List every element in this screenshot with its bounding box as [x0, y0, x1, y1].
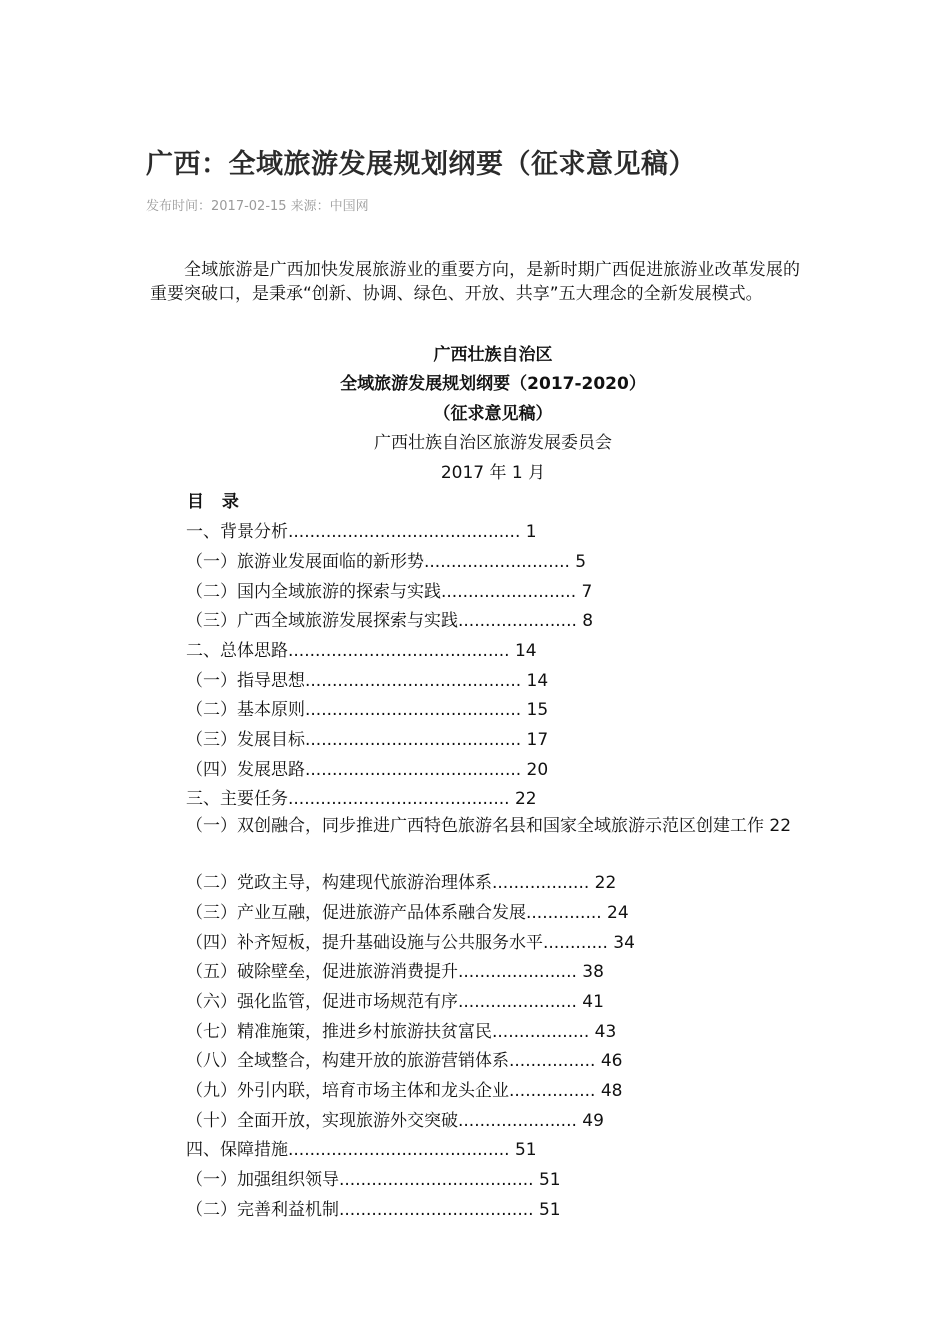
- toc-entry[interactable]: （二）基本原则........................................ 15: [186, 700, 549, 720]
- toc-entry[interactable]: 四、保障措施......................................... 51: [186, 1140, 537, 1160]
- toc-entry[interactable]: （三）发展目标........................................ 17: [186, 730, 549, 750]
- toc-entry[interactable]: （五）破除壁垒，促进旅游消费提升...................... 38: [186, 962, 604, 982]
- toc-entry[interactable]: （九）外引内联，培育市场主体和龙头企业................ 48: [186, 1081, 623, 1101]
- cover-date: 2017 年 1 月: [440, 463, 546, 483]
- toc-entry[interactable]: （三）产业互融，促进旅游产品体系融合发展.............. 24: [186, 903, 629, 923]
- intro-paragraph: 全域旅游是广西加快发展旅游业的重要方向，是新时期广西促进旅游业改革发展的重要突破口，是秉承“创新、协调、绿色、开放、共享”五大理念的全新发展模式。: [150, 260, 800, 304]
- toc-entry[interactable]: （四）发展思路........................................ 20: [186, 760, 549, 780]
- toc-heading: 目 录: [187, 492, 245, 512]
- toc-entry[interactable]: （八）全域整合，构建开放的旅游营销体系................ 46: [186, 1051, 623, 1071]
- cover-issuer: 广西壮族自治区旅游发展委员会: [374, 433, 612, 453]
- toc-entry[interactable]: （一）双创融合，同步推进广西特色旅游名县和国家全域旅游示范区创建工作 22: [186, 816, 792, 836]
- toc-entry[interactable]: （四）补齐短板，提升基础设施与公共服务水平............ 34: [186, 933, 635, 953]
- publish-meta: 发布时间：2017-02-15 来源：中国网: [146, 199, 369, 214]
- toc-entry[interactable]: （二）党政主导，构建现代旅游治理体系.................. 22: [186, 873, 617, 893]
- toc-entry[interactable]: 二、总体思路......................................... 14: [186, 641, 537, 661]
- toc-entry[interactable]: （十）全面开放，实现旅游外交突破...................... 49: [186, 1111, 604, 1131]
- toc-entry[interactable]: （一）指导思想........................................ 14: [186, 671, 549, 691]
- toc-entry[interactable]: （七）精准施策，推进乡村旅游扶贫富民.................. 43: [186, 1022, 617, 1042]
- toc-entry[interactable]: （六）强化监管，促进市场规范有序...................... 41: [186, 992, 604, 1012]
- toc-entry[interactable]: （三）广西全域旅游发展探索与实践...................... 8: [186, 611, 594, 631]
- toc-entry[interactable]: 一、背景分析........................................... 1: [186, 522, 537, 542]
- cover-region: 广西壮族自治区: [433, 345, 553, 365]
- toc-entry[interactable]: 三、主要任务......................................... 22: [186, 789, 537, 809]
- cover-status: （征求意见稿）: [433, 404, 553, 424]
- article-title: 广西：全域旅游发展规划纲要（征求意见稿）: [146, 149, 696, 180]
- toc-entry[interactable]: （二）国内全域旅游的探索与实践......................... 7: [186, 582, 593, 602]
- cover-doc-title: 全域旅游发展规划纲要（2017-2020）: [340, 374, 646, 394]
- toc-entry[interactable]: （二）完善利益机制.................................... 51: [186, 1200, 561, 1220]
- toc-entry[interactable]: （一）加强组织领导.................................... 51: [186, 1170, 561, 1190]
- toc-entry[interactable]: （一）旅游业发展面临的新形势........................... 5: [186, 552, 587, 572]
